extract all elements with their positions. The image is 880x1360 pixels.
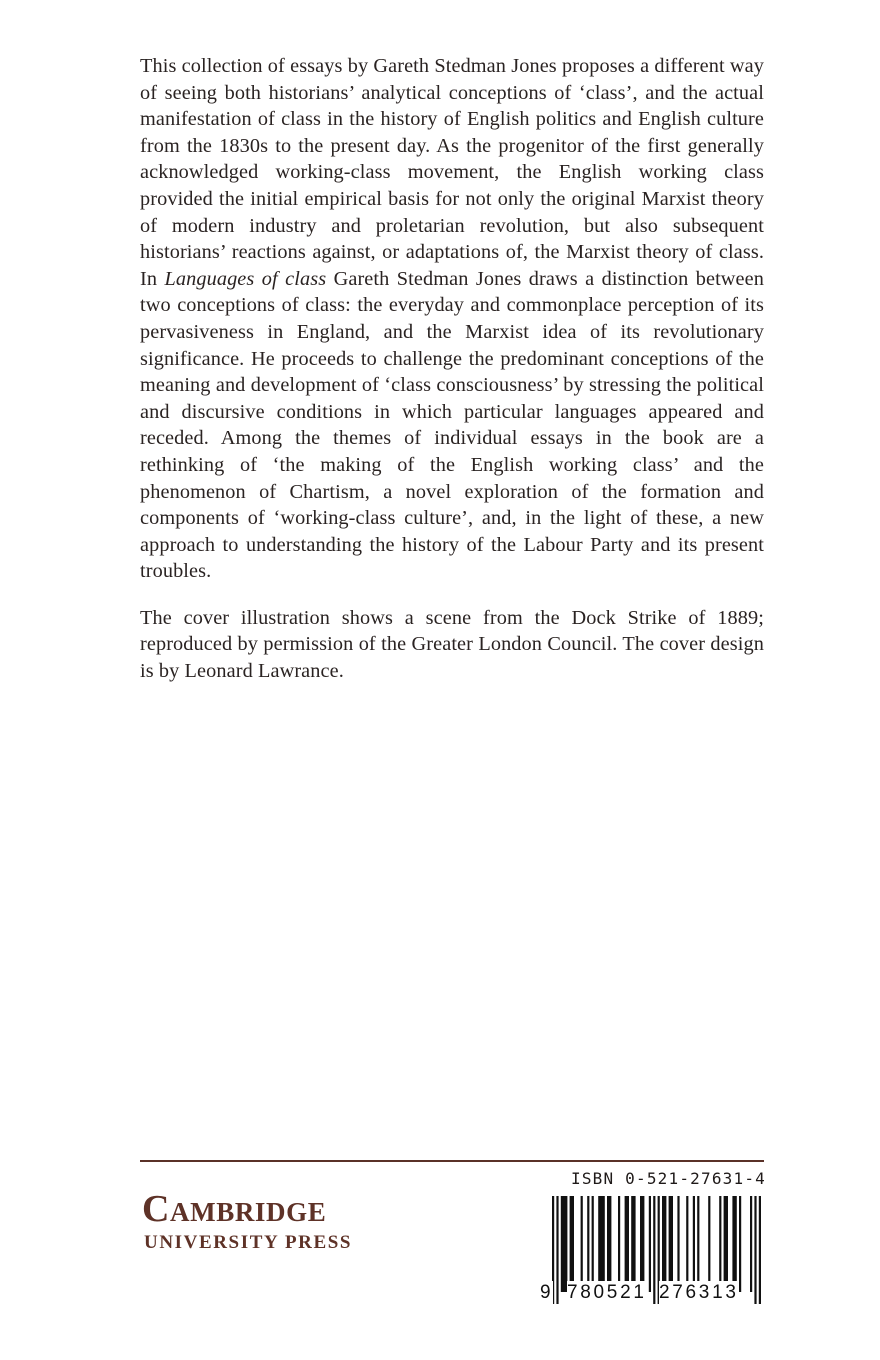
cover-credits: The cover illustration shows a scene from the Dock Strike of 1889; reproduced by permission of the Greater London Council. The cover design is by Leonard Lawrance.	[140, 606, 764, 683]
barcode-bar	[581, 1196, 583, 1292]
barcode-bar	[708, 1196, 710, 1292]
barcode-left-digits: 780521	[567, 1282, 647, 1303]
barcode-bar	[618, 1196, 620, 1292]
barcode-lead-digit: 9	[540, 1282, 554, 1303]
barcode-bar	[719, 1196, 721, 1292]
barcode-bar	[640, 1196, 644, 1292]
barcode-bar	[677, 1196, 679, 1292]
barcode-bar	[561, 1196, 568, 1292]
barcode-bar	[625, 1196, 629, 1292]
barcode-bar	[693, 1196, 695, 1292]
barcode-bar	[686, 1196, 688, 1292]
publisher-subtitle: UNIVERSITY PRESS	[144, 1232, 353, 1253]
barcode-bar	[649, 1196, 651, 1292]
barcode-bar	[592, 1196, 594, 1292]
footer-divider	[140, 1160, 764, 1162]
barcode-bar	[739, 1196, 741, 1292]
back-cover-text	[140, 53, 764, 685]
description-paragraph	[140, 53, 764, 585]
barcode-bar	[669, 1196, 673, 1292]
barcode-bar	[631, 1196, 635, 1292]
barcode-right-digits: 276313	[659, 1282, 739, 1303]
barcode-bar	[724, 1196, 728, 1292]
barcode-digits	[540, 1281, 766, 1305]
publisher-name: Cambridge	[142, 1188, 327, 1230]
isbn-label: ISBN 0-521-27631-4	[571, 1169, 766, 1188]
description-part-1: This collection of essays by Gareth Stedman Jones proposes a different way of seeing both historians’ analytical conceptions of ‘class’, and the actual manifestation of class in the history of English politics and English culture from the 1830s to the present day. As the progenitor of the first generally acknowledged working-class movement, the English working class provided the initial empirical basis for not only the original Marxist theory of modern industry and proletarian revolution, but also subsequent historians’ reactions against, or adaptations of, the Marxist theory of class. In	[140, 55, 764, 290]
publisher-logo	[142, 1190, 352, 1254]
barcode-bar	[598, 1196, 605, 1292]
barcode-bar	[697, 1196, 699, 1292]
barcode-bar	[732, 1196, 736, 1292]
barcode-bar	[750, 1196, 752, 1292]
barcode-bar	[607, 1196, 611, 1292]
book-title: Languages of class	[164, 267, 327, 290]
barcode-bar	[587, 1196, 589, 1292]
description-part-2: Gareth Stedman Jones draws a distinction between two conceptions of class: the everyday and commonplace perception of its pervasiveness in England, and the Marxist idea of its revolutionary significance. He proceeds to challenge the predominant conceptions of the meaning and development of ‘class consciousness’ by stressing the political and discursive conditions in which particular languages appeared and receded. Among the themes of individual essays in the book are a rethinking of ‘the making of the English working class’ and the phenomenon of Chartism, a novel exploration of the formation and components of ‘working-class culture’, and, in the light of these, a new approach to understanding the history of the Labour Party and its present troubles.	[140, 267, 764, 583]
barcode-bar	[570, 1196, 574, 1292]
barcode-bar	[662, 1196, 666, 1292]
